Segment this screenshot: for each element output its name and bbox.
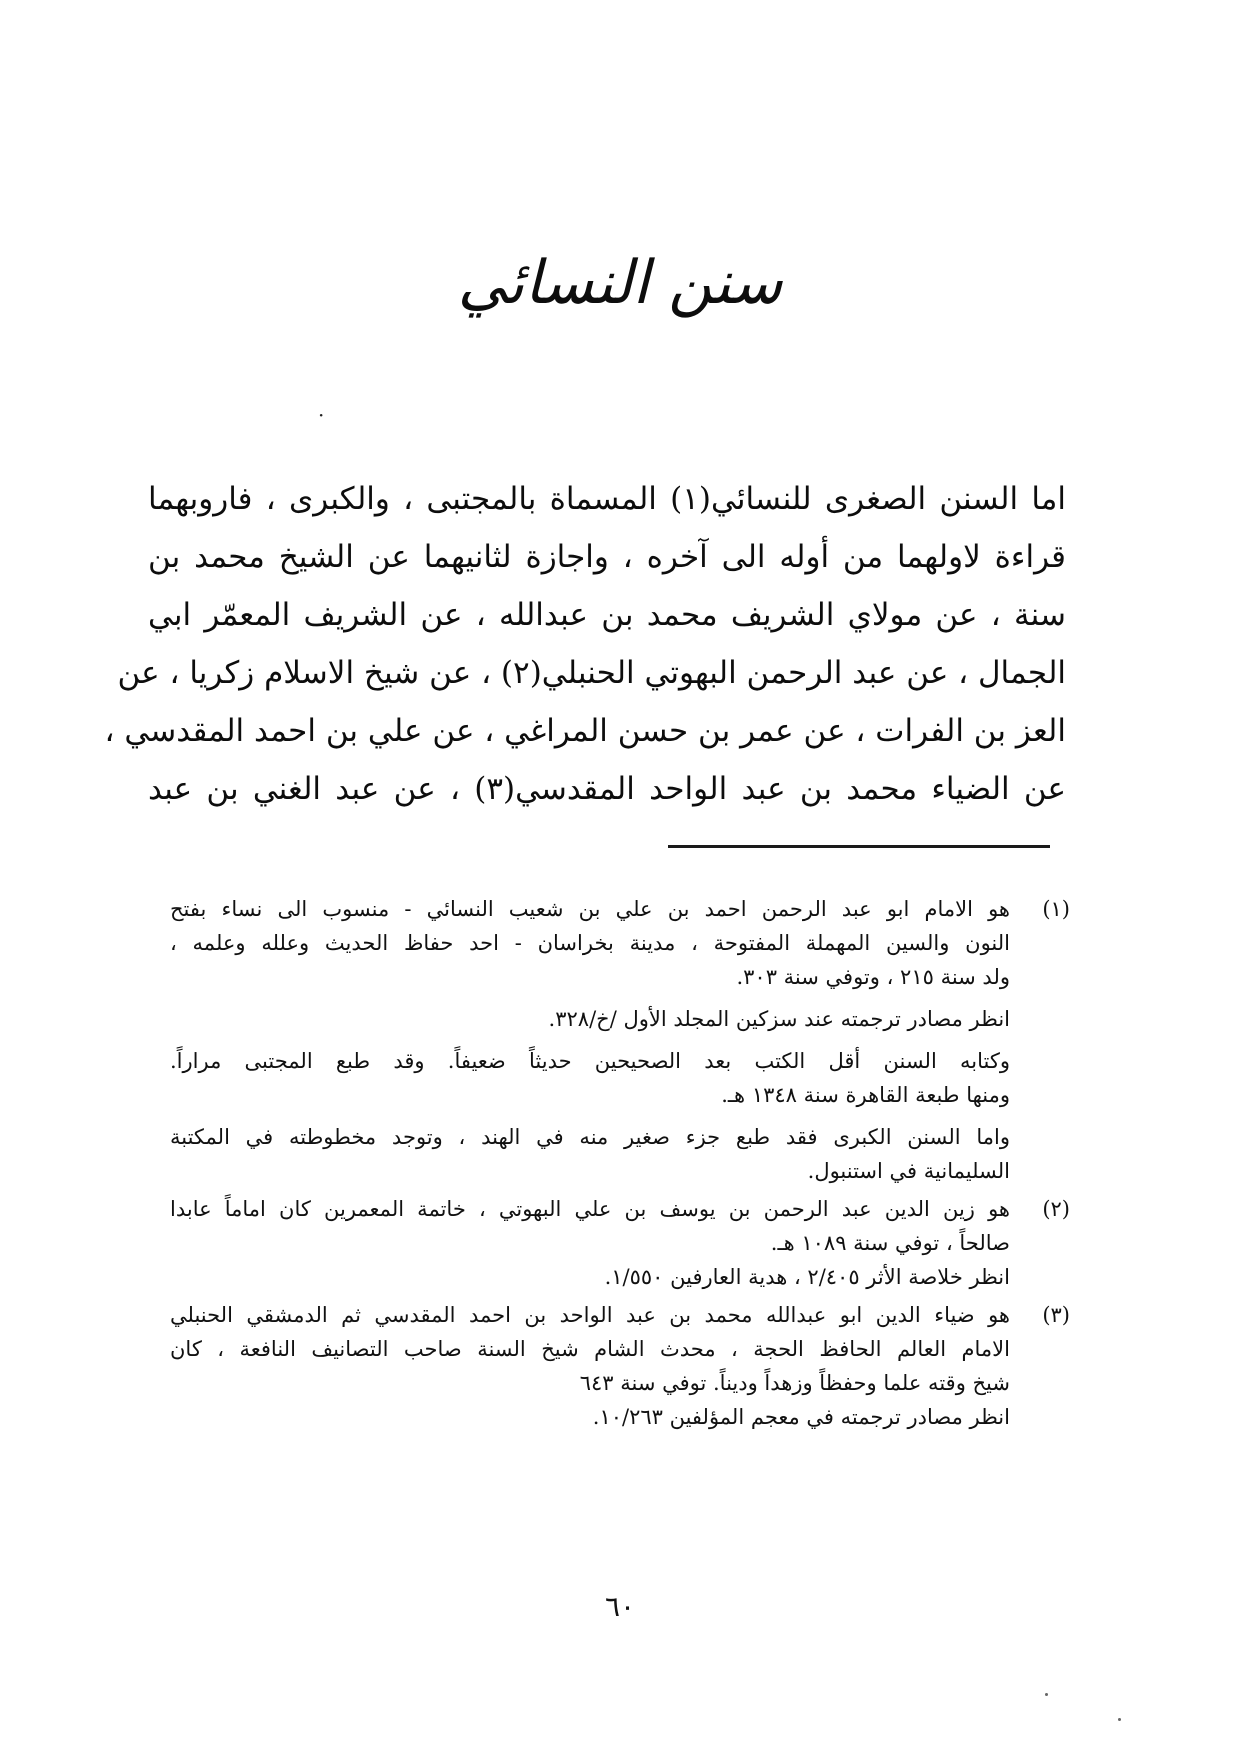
- main-text-line: العز بن الفرات ، عن عمر بن حسن المراغي ، عن علي بن احمد المقدسي ،: [104, 713, 1066, 749]
- footnote-line: وكتابه السنن أقل الكتب بعد الصحيحين حديثاً ضعيفاً. وقد طبع المجتبى مراراً.: [170, 1049, 1010, 1073]
- footnote-1: [170, 892, 1070, 1188]
- footnote-line: انظر مصادر ترجمته عند سزكين المجلد الأول /خ/٣٢٨.: [548, 1007, 1010, 1031]
- main-text-line: الجمال ، عن عبد الرحمن البهوتي الحنبلي(٢) ، عن شيخ الاسلام زكريا ، عن: [117, 655, 1066, 691]
- footnote-2: [170, 1192, 1070, 1294]
- main-text-line: قراءة لاولهما من أوله الى آخره ، واجازة لثانيهما عن الشيخ محمد بن: [148, 539, 1066, 575]
- footnote-line: واما السنن الكبرى فقد طبع جزء صغير منه في الهند ، وتوجد مخطوطته في المكتبة: [170, 1125, 1010, 1149]
- footnote-line: ومنها طبعة القاهرة سنة ١٣٤٨ هـ.: [721, 1083, 1010, 1107]
- footnote-3: [170, 1298, 1070, 1434]
- footnote-line: الامام العالم الحافظ الحجة ، محدث الشام شيخ السنة صاحب التصانيف النافعة ، كان: [170, 1337, 1010, 1361]
- page-number: ٦٠: [604, 1590, 636, 1623]
- footnote-line: السليمانية في استنبول.: [807, 1159, 1010, 1183]
- footnote-line: انظر مصادر ترجمته في معجم المؤلفين ١٠/٢٦٣.: [592, 1405, 1010, 1429]
- scan-speck: [1045, 1693, 1048, 1696]
- main-text-line: اما السنن الصغرى للنسائي(١) المسماة بالمجتبى ، والكبرى ، فاروبهما: [148, 481, 1066, 517]
- ornament-dots: ·: [318, 403, 325, 427]
- footnote-line: النون والسين المهملة المفتوحة ، مدينة بخراسان - احد حفاظ الحديث وعلله وعلمه ،: [170, 931, 1011, 955]
- footnote-number: (٣): [1042, 1303, 1070, 1327]
- footnote-line: هو الامام ابو عبد الرحمن احمد بن علي بن شعيب النسائي - منسوب الى نساء بفتح: [170, 897, 1010, 921]
- page-title: سنن النسائي: [457, 248, 783, 318]
- scan-speck: [1118, 1718, 1121, 1721]
- main-paragraph: [104, 470, 1066, 818]
- main-text-line: سنة ، عن مولاي الشريف محمد بن عبدالله ، عن الشريف المعمّر ابي: [148, 597, 1066, 633]
- footnote-line: صالحاً ، توفي سنة ١٠٨٩ هـ.: [770, 1231, 1010, 1255]
- footnote-line: شيخ وقته علما وحفظاً وزهداً وديناً. توفي سنة ٦٤٣: [579, 1371, 1010, 1395]
- footnote-number: (٢): [1042, 1197, 1070, 1221]
- footnote-line: انظر خلاصة الأثر ٢/٤٠٥ ، هدية العارفين ١/٥٥٠.: [604, 1265, 1010, 1289]
- footnote-line: ولد سنة ٢١٥ ، وتوفي سنة ٣٠٣.: [736, 965, 1010, 989]
- footnotes: [170, 892, 1070, 1434]
- main-text-line: عن الضياء محمد بن عبد الواحد المقدسي(٣) ، عن عبد الغني بن عبد: [148, 771, 1066, 807]
- footnote-line: هو ضياء الدين ابو عبدالله محمد بن عبد الواحد بن احمد المقدسي ثم الدمشقي الحنبلي: [170, 1303, 1010, 1327]
- footnote-number: (١): [1042, 897, 1070, 921]
- footnote-separator: [668, 845, 1050, 848]
- footnote-line: هو زين الدين عبد الرحمن بن يوسف بن علي البهوتي ، خاتمة المعمرين كان اماماً عابدا: [170, 1197, 1010, 1221]
